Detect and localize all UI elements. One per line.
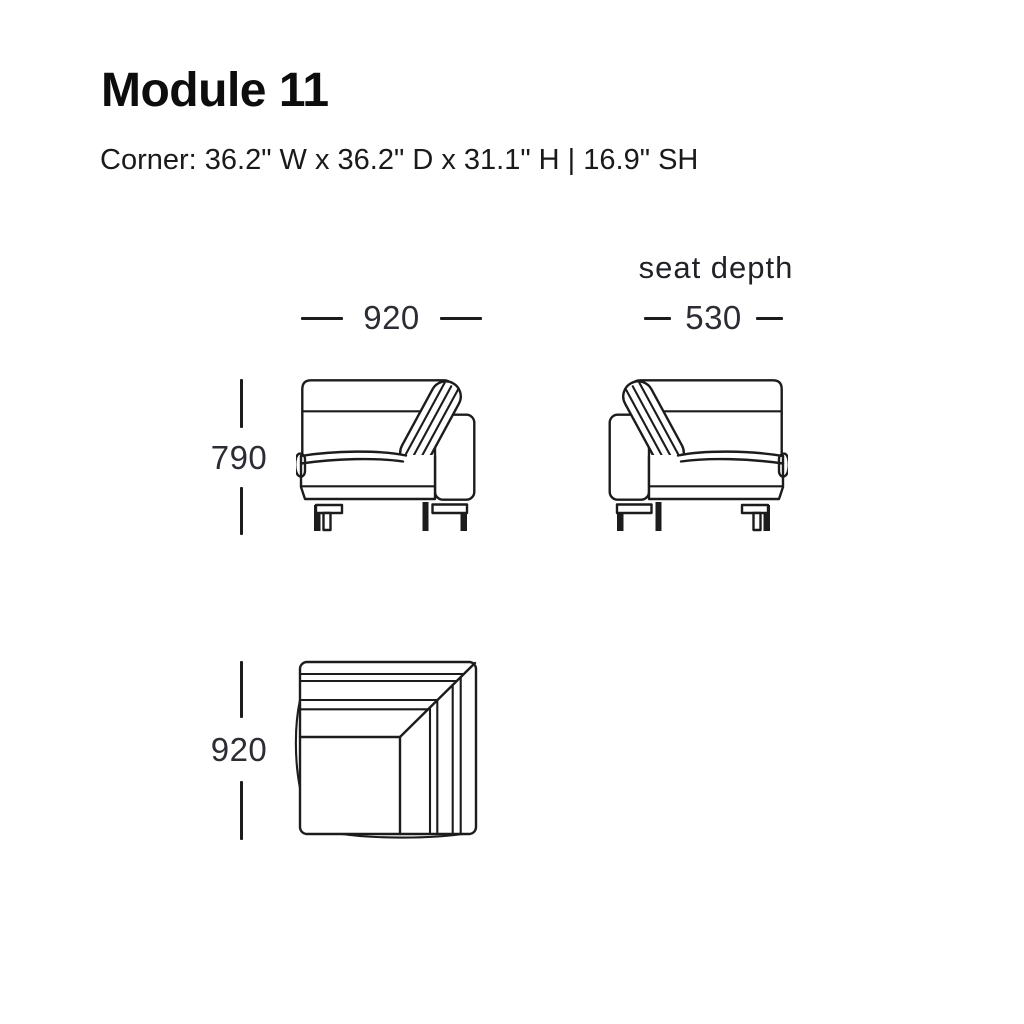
seat-depth-dimension <box>644 300 783 336</box>
dimension-tick <box>240 379 243 428</box>
dimensions-summary: Corner: 36.2" W x 36.2" D x 31.1" H | 16.9" SH <box>100 144 699 176</box>
front-view-drawing-right <box>604 375 788 539</box>
front-view-drawing-left <box>296 375 480 539</box>
front-width-dimension <box>301 300 482 336</box>
front-height-value: 790 <box>210 439 268 476</box>
dimension-dash <box>644 317 671 320</box>
dimension-dash <box>301 317 343 320</box>
dimension-dash <box>440 317 482 320</box>
seat-depth-label: seat depth <box>638 250 794 285</box>
dimension-dash <box>756 317 783 320</box>
seat-depth-value: 530 <box>685 299 742 336</box>
dimension-tick <box>240 661 243 718</box>
dimension-tick <box>240 781 243 840</box>
top-view-depth-value: 920 <box>210 731 268 768</box>
page-title: Module 11 <box>101 64 329 117</box>
front-width-value: 920 <box>363 299 420 336</box>
top-view-drawing <box>292 655 484 845</box>
dimension-tick <box>240 487 243 535</box>
